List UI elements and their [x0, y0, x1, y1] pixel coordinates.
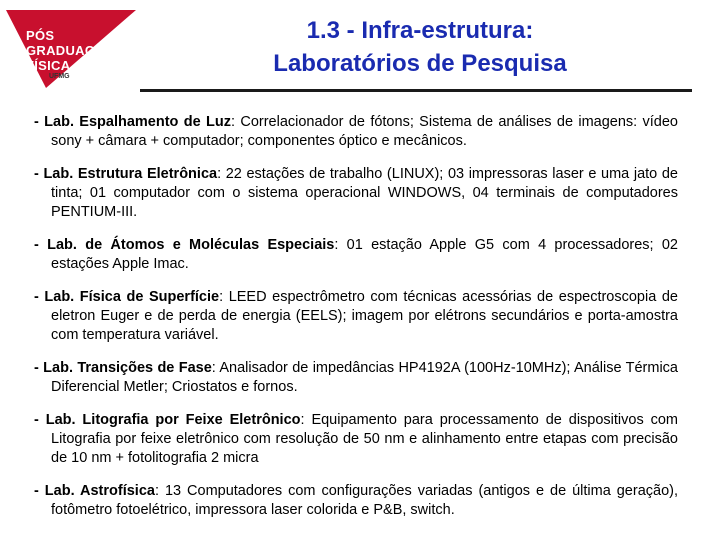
list-item [34, 165, 678, 222]
list-item [34, 359, 678, 397]
list-item [34, 288, 678, 345]
lab-name: - Lab. Transições de Fase [34, 360, 212, 376]
title-line1: 1.3 - Infra-estrutura: [306, 17, 534, 44]
title-line2: Laboratórios de Pesquisa [273, 50, 567, 77]
lab-name: - Lab. Litografia por Feixe Eletrônico [34, 412, 301, 428]
logo-ufmg: UFMG [49, 73, 70, 80]
page-title [180, 14, 660, 80]
lab-description: : LEED espectrômetro com técnicas acessórias de espectroscopia de eletron Euger e de perda de energia (EELS); imagem por elétrons secundários e porta-amostra com temperatura variável. [51, 289, 678, 343]
lab-name: - Lab. Estrutura Eletrônica [34, 166, 218, 182]
lab-description: : Analisador de impedâncias HP4192A (100Hz-10MHz); Análise Térmica Diferencial Metler; Criostatos e fornos. [51, 360, 678, 395]
lab-description: : 01 estação Apple G5 com 4 processadores; 02 estações Apple Imac. [51, 237, 678, 272]
logo-line1: PÓS [26, 28, 55, 43]
list-item [34, 236, 678, 274]
lab-name: - Lab. Espalhamento de Luz [34, 114, 231, 130]
lab-description: : Correlacionador de fótons; Sistema de análises de imagens: vídeo sony + câmara + computador; componentes óptico e mecânicos. [51, 114, 679, 149]
title-divider [140, 89, 692, 92]
lab-name: - Lab. Astrofísica [34, 483, 155, 499]
pos-graduacao-logo [6, 10, 136, 88]
list-item [34, 411, 678, 468]
lab-description: : Equipamento para processamento de dispositivos com Litografia por feixe eletrônico com resolução de 50 nm e alinhamento entre etapas com precisão de 10 nm + fotolitografia 2 micra [51, 412, 678, 466]
lab-description: : 22 estações de trabalho (LINUX); 03 impressoras laser e uma jato de tinta; 01 computador com o sistema operacional WINDOWS, 04 terminais de computadores PENTIUM-III. [51, 166, 678, 220]
logo-line3: FÍSICA [26, 58, 71, 73]
list-item [34, 482, 678, 520]
logo-line2: GRADUAÇÃO [26, 43, 115, 58]
lab-name: - Lab. de Átomos e Moléculas Especiais [34, 237, 335, 253]
lab-description: : 13 Computadores com configurações variadas (antigos e de última geração), fotômetro fotoelétrico, impressora laser colorida e P&B, switch. [51, 483, 678, 518]
lab-name: - Lab. Física de Superfície [34, 289, 220, 305]
labs-list [34, 113, 678, 534]
logo-text [26, 28, 115, 73]
list-item [34, 113, 678, 151]
